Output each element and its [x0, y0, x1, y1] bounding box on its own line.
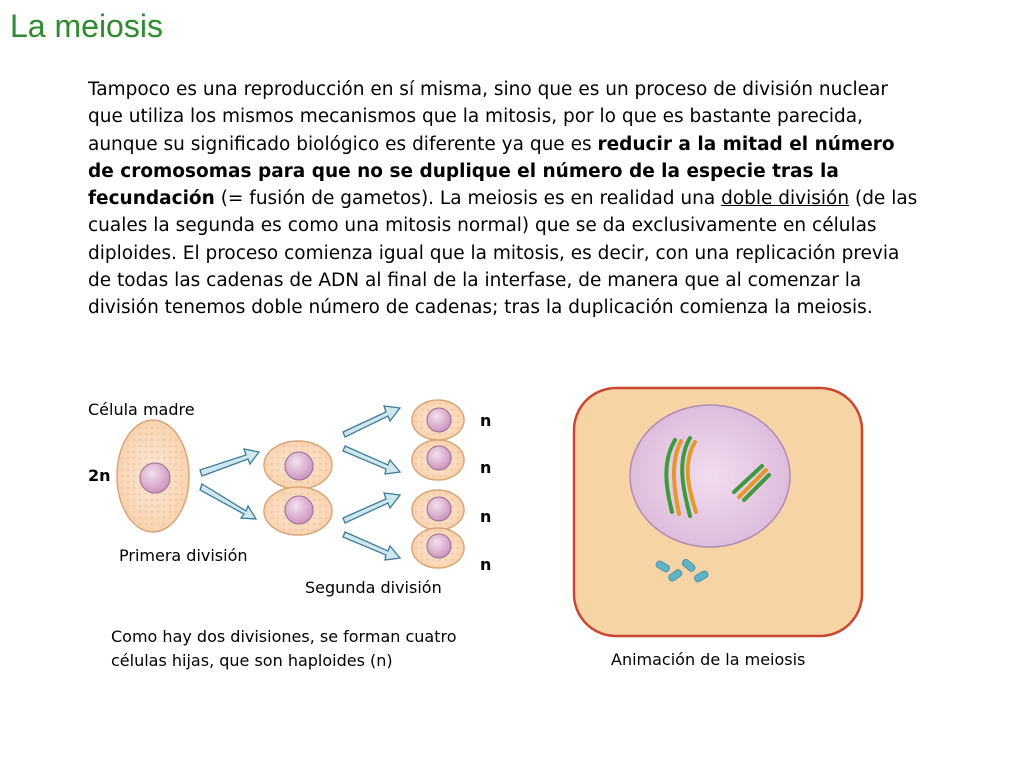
diagram-caption: Como hay dos divisiones, se forman cuatro células hijas, que son haploides (n): [111, 627, 457, 670]
haploid-label-1: n: [480, 411, 492, 430]
second-division-label: Segunda división: [305, 578, 442, 597]
animation-caption: Animación de la meiosis: [611, 650, 806, 669]
paragraph-text-1: Tampoco es una reproducción en sí misma, sino que es un proceso de división nuclear que utiliza los mismos mecanismos que la mitosis, por lo que es bastante parecida, aunque su significado biológico es diferente ya que es: [88, 79, 888, 155]
first-division-label: Primera división: [119, 546, 248, 565]
mother-cell-label: Célula madre: [88, 400, 195, 419]
paragraph-bold-text: reducir a la mitad el número de cromosomas para que no se duplique el número de la especie tras la fecundación: [88, 133, 895, 210]
second-division-cells: [412, 400, 464, 568]
haploid-label-2: n: [480, 458, 492, 477]
paragraph-text-3: (de las cuales la segunda es como una mitosis normal) que se da exclusivamente en células diploides. El proceso comienza igual que la mitosis, es decir, con una replicación previa de todas las cadenas de ADN al final de la interfase, de manera que al comenzar la división tenemos doble número de cadenas; tras la duplicación comienza la meiosis.: [88, 188, 918, 319]
arrows-second-division: [343, 406, 400, 560]
meiosis-animation-frame: [574, 388, 862, 636]
haploid-label-3: n: [480, 507, 492, 526]
mother-cell: [117, 420, 189, 532]
arrows-first-division: [200, 449, 259, 519]
slide-title: La meiosis: [10, 8, 163, 44]
first-division-cells: [264, 441, 332, 535]
paragraph-underline-text: doble división: [721, 188, 850, 210]
diploid-label: 2n: [88, 466, 111, 485]
haploid-label-4: n: [480, 555, 492, 574]
paragraph-text-2: (= fusión de gametos). La meiosis es en realidad una: [214, 188, 722, 210]
